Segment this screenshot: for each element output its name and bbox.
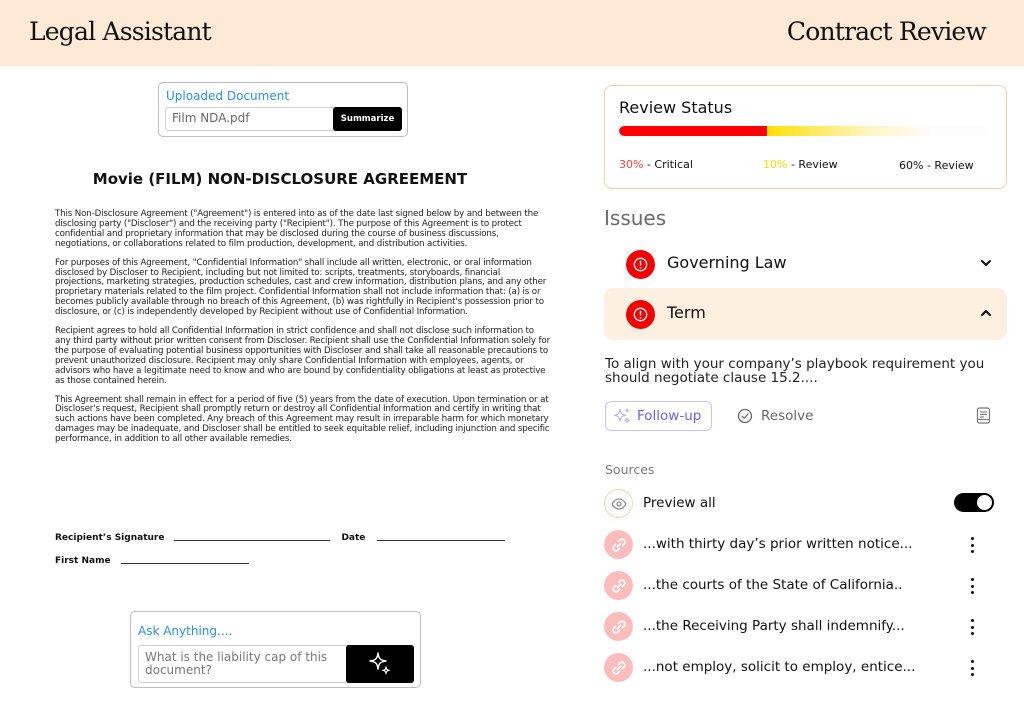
source-text: ...with thirty day’s prior written notice... xyxy=(643,536,913,552)
source-text: ...the Receiving Party shall indemnify... xyxy=(643,618,905,634)
legend-critical-pct: 30% xyxy=(619,158,644,171)
more-options-icon[interactable] xyxy=(967,577,977,595)
document-paragraph: This Agreement shall remain in effect for a period of five (5) years from the date of execution. Upon termination or at Discloser's request, Recipient shall promptly return or destroy all Confidential Information and certify in writing that such actions have been completed. Any breach of this Agreement may result in irreparable harm for which monetary damages may be inadequate, and Discloser shall be entitled to seek equitable relief, including injunction and specific performance, in addition to all other available remedies. xyxy=(55,394,550,445)
uploaded-document-label: Uploaded Document xyxy=(166,89,290,103)
document-paragraph: This Non-Disclosure Agreement ("Agreement") is entered into as of the date last signed below by and between the disclosing party ("Discloser") and the receiving party ("Recipient"). The purpose of this Agreement is to protect confidential and proprietary information that may be disclosed during the course of business discussions, negotiations, or collaborations related to film production, development, and distribution activities. xyxy=(55,209,539,249)
uploaded-document-card xyxy=(158,82,408,137)
more-options-icon[interactable] xyxy=(967,618,977,636)
source-item[interactable] xyxy=(604,530,1004,558)
uploaded-filename: Film NDA.pdf xyxy=(172,111,250,125)
legend-review xyxy=(763,158,838,171)
link-icon xyxy=(604,653,633,682)
preview-all-toggle[interactable] xyxy=(954,493,994,512)
review-status-card xyxy=(604,85,1007,189)
status-segment-remaining xyxy=(934,126,990,136)
notes-icon[interactable] xyxy=(976,407,991,424)
ask-anything-card xyxy=(130,611,421,688)
status-segment-review xyxy=(767,126,934,136)
legend-review-label: - Review xyxy=(787,158,838,171)
link-icon xyxy=(604,571,633,600)
sources-heading: Sources xyxy=(605,462,655,477)
top-bar xyxy=(0,0,1024,66)
resolve-button[interactable] xyxy=(737,405,813,427)
document-paragraph: For purposes of this Agreement, "Confidential Information" shall include all written, electronic, or oral information disclosed by Discloser to Recipient, including but not limited to: scripts, treatments, storyboards, financial projections, marketing strategies, production schedules, cast and crew information, distribution plans, and any other proprietary materials related to the film project. Confidential Information shall not include information that: (a) is or becomes publicly available through no breach of this Agreement, (b) was rightfully in Recipient's possession prior to disclosure, or (c) is independently developed by Recipient without use of Confidential Information. xyxy=(55,257,547,318)
check-circle-icon xyxy=(737,408,753,424)
issues-heading: Issues xyxy=(604,206,667,230)
issue-advice-text: To align with your company’s playbook requirement you should negotiate clause 15.2.... xyxy=(605,356,985,386)
summarize-button[interactable]: Summarize xyxy=(333,107,402,131)
chevron-down-icon[interactable] xyxy=(979,256,993,270)
eye-icon xyxy=(604,489,633,518)
more-options-icon[interactable] xyxy=(967,536,977,554)
document-body xyxy=(55,210,550,454)
follow-up-button[interactable] xyxy=(605,401,712,431)
review-status-bar xyxy=(619,126,989,136)
ask-input[interactable] xyxy=(138,645,414,683)
issue-term[interactable] xyxy=(604,288,1007,340)
review-status-title: Review Status xyxy=(619,98,733,117)
issue-label: Governing Law xyxy=(667,253,787,272)
date-line[interactable] xyxy=(377,540,505,541)
first-name-line[interactable] xyxy=(121,563,249,564)
date-label: Date xyxy=(341,533,366,543)
page-title: Contract Review xyxy=(786,17,986,46)
signature-row xyxy=(55,533,505,543)
resolve-label: Resolve xyxy=(761,408,814,424)
signature-label: Recipient’s Signature xyxy=(55,533,165,543)
legend-critical xyxy=(619,158,693,171)
chevron-up-icon[interactable] xyxy=(979,306,993,320)
more-options-icon[interactable] xyxy=(967,659,977,677)
sparkle-icon xyxy=(612,407,632,425)
app-brand: Legal Assistant xyxy=(29,17,211,46)
uploaded-file-field[interactable] xyxy=(165,107,402,131)
sparkle-icon xyxy=(367,651,393,677)
issue-governing-law[interactable] xyxy=(604,238,1007,290)
legend-remaining xyxy=(899,159,974,172)
issue-label: Term xyxy=(667,303,706,322)
first-name-label: First Name xyxy=(55,556,111,566)
link-icon xyxy=(604,612,633,641)
source-item[interactable] xyxy=(604,612,1004,640)
preview-all-label: Preview all xyxy=(643,495,716,511)
source-item[interactable] xyxy=(604,653,1004,681)
legend-critical-label: - Critical xyxy=(643,158,693,171)
status-segment-critical xyxy=(619,126,767,136)
legend-remaining-pct: 60% xyxy=(899,159,924,172)
alert-icon xyxy=(626,300,655,329)
follow-up-label: Follow-up xyxy=(637,408,702,424)
legend-remaining-label: - Review xyxy=(923,159,974,172)
source-text: ...the courts of the State of California.. xyxy=(643,577,903,593)
source-item[interactable] xyxy=(604,571,1004,599)
document-title: Movie (FILM) NON-DISCLOSURE AGREEMENT xyxy=(92,170,468,188)
preview-all-row xyxy=(604,489,1004,517)
ask-input-placeholder: What is the liability cap of this document? xyxy=(145,650,328,677)
source-text: ...not employ, solicit to employ, entice... xyxy=(643,659,916,675)
legend-review-pct: 10% xyxy=(763,158,788,171)
toggle-knob xyxy=(977,495,992,510)
alert-icon xyxy=(626,250,655,279)
first-name-row xyxy=(55,556,249,566)
link-icon xyxy=(604,530,633,559)
signature-line[interactable] xyxy=(174,540,330,541)
document-paragraph: Recipient agrees to hold all Confidential Information in strict confidence and shall not disclose such information to any third party without prior written consent from Discloser. Recipient shall use the Confidential Information solely for the purpose of evaluating potential business opportunities with Discloser and shall take all reasonable precautions to prevent unauthorized disclosure. Recipient may only share Confidential Information with employees, agents, or advisors who have a legitimate need to know and who are bound by confidentiality obligations at least as protective as those contained herein. xyxy=(55,326,551,386)
ask-anything-label: Ask Anything.... xyxy=(138,624,233,638)
ask-submit-button[interactable] xyxy=(346,645,414,683)
